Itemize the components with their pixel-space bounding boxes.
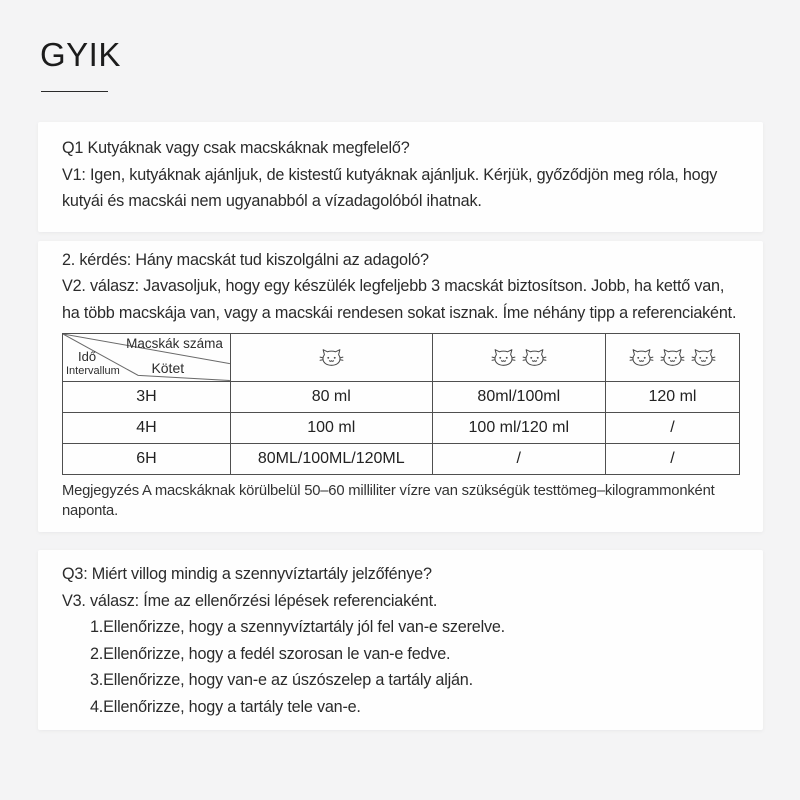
cell-volume: 100 ml: [230, 413, 432, 444]
faq3-question: Q3: Miért villog mindig a szennyvíztartály jelzőfénye?: [62, 565, 432, 583]
cell-volume: 100 ml/120 ml: [432, 413, 605, 444]
cell-volume: 80ml/100ml: [432, 382, 605, 413]
table-corner-cell: [63, 334, 231, 382]
table-note: Megjegyzés A macskáknak körülbelül 50–60 milliliter vízre van szükségük testtömeg–kilogrammonként naponta.: [62, 483, 715, 519]
corner-label-cat-count: Macskák száma: [126, 336, 223, 351]
cell-volume: 80 ml: [230, 382, 432, 413]
cell-volume: /: [605, 444, 739, 475]
cat-face-icon: [522, 348, 547, 367]
faq3-step: 4.Ellenőrizze, hogy a tartály tele van-e.: [90, 697, 361, 716]
faq-card-1: [38, 122, 763, 232]
cell-time: 6H: [63, 444, 231, 475]
header-one-cat: [230, 334, 432, 382]
cell-time: 3H: [63, 382, 231, 413]
cat-face-icon: [319, 348, 344, 367]
cell-time: 4H: [63, 413, 231, 444]
header-two-cats: [432, 334, 605, 382]
table-row: [63, 444, 740, 475]
cell-volume: /: [605, 413, 739, 444]
corner-label-interval: Intervallum: [66, 365, 120, 377]
faq3-step: 2.Ellenőrizze, hogy a fedél szorosan le van-e fedve.: [90, 644, 451, 663]
table-row: [63, 413, 740, 444]
table-row: [63, 382, 740, 413]
faq-card-2: [38, 241, 763, 533]
cell-volume: /: [432, 444, 605, 475]
faq-card-3: [38, 550, 763, 730]
faq2-answer: V2. válasz: Javasoljuk, hogy egy készülék legfeljebb 3 macskát biztosítson. Jobb, ha kettő van, ha több macskája van, vagy a macskái rendesen sokat isznak. Íme néhány tipp a referenciaként.: [62, 277, 737, 322]
dosage-table: [62, 333, 740, 475]
cat-face-icon: [629, 348, 654, 367]
header-three-cats: [605, 334, 739, 382]
table-header-row: [63, 334, 740, 382]
cat-face-icon: [660, 348, 685, 367]
faq3-step: 3.Ellenőrizze, hogy van-e az úszószelep a tartály alján.: [90, 671, 473, 689]
faq3-step: 1.Ellenőrizze, hogy a szennyvíztartály jól fel van-e szerelve.: [90, 618, 505, 636]
corner-label-volume: Kötet: [151, 360, 185, 376]
cell-volume: 120 ml: [605, 382, 739, 413]
faq2-question: 2. kérdés: Hány macskát tud kiszolgálni az adagoló?: [62, 250, 429, 269]
page-title: GYIK: [40, 36, 121, 73]
corner-label-time: Idő: [78, 349, 97, 364]
faq3-answer-intro: V3. válasz: Íme az ellenőrzési lépések referenciaként.: [62, 591, 438, 610]
title-underline: [41, 91, 108, 92]
faq1-question: Q1 Kutyáknak vagy csak macskáknak megfelelő?: [62, 139, 410, 157]
cat-face-icon: [491, 348, 516, 367]
faq1-answer: V1: Igen, kutyáknak ajánljuk, de kistestű kutyáknak ajánljuk. Kérjük, győződjön meg róla, hogy kutyái és macskái nem ugyanabból a vízadagolóból ihatnak.: [62, 165, 718, 210]
faq-page: [0, 36, 800, 800]
cat-face-icon: [691, 348, 716, 367]
cell-volume: 80ML/100ML/120ML: [230, 444, 432, 475]
